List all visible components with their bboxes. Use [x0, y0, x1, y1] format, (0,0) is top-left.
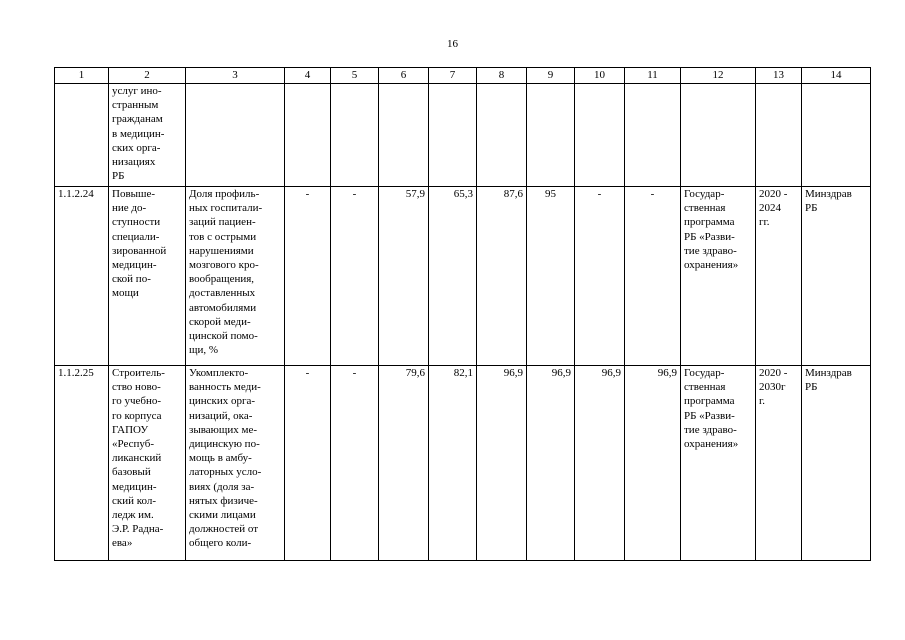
event-name-cell: Строитель- ство ново- го учебно- го корпуса ГАПОУ «Респуб- ликанский базовый медицин- ский кол- ледж им. Э.Р. Радна- ева»	[109, 366, 186, 561]
value-cell	[575, 84, 625, 187]
value-cell: -	[285, 366, 331, 561]
column-number: 10	[575, 68, 625, 84]
table-row	[55, 366, 871, 561]
column-number: 1	[55, 68, 109, 84]
value-cell: 82,1	[429, 366, 477, 561]
value-cell: 79,6	[379, 366, 429, 561]
value-cell: -	[625, 187, 681, 366]
column-number: 11	[625, 68, 681, 84]
value-cell: -	[575, 187, 625, 366]
value-cell	[331, 84, 379, 187]
program-cell: Государ- ственная программа РБ «Разви- тие здраво- охранения»	[681, 187, 756, 366]
value-cell: -	[285, 187, 331, 366]
value-cell: 96,9	[575, 366, 625, 561]
value-cell: 96,9	[625, 366, 681, 561]
value-cell: -	[331, 187, 379, 366]
value-cell: 96,9	[527, 366, 575, 561]
value-cell	[527, 84, 575, 187]
program-cell	[681, 84, 756, 187]
value-cell: -	[331, 366, 379, 561]
column-number: 12	[681, 68, 756, 84]
page-number: 16	[447, 38, 458, 50]
value-cell	[625, 84, 681, 187]
column-number: 4	[285, 68, 331, 84]
column-number: 13	[756, 68, 802, 84]
value-cell: 95	[527, 187, 575, 366]
event-name-cell: Повыше- ние до- ступности специали- зированной медицин- ской по- мощи	[109, 187, 186, 366]
value-cell: 65,3	[429, 187, 477, 366]
value-cell	[285, 84, 331, 187]
column-number: 9	[527, 68, 575, 84]
responsible-cell	[802, 84, 871, 187]
item-code-cell: 1.1.2.25	[55, 366, 109, 561]
indicator-cell: Укомплекто- ванность меди- цинских орга- низаций, ока- зывающих ме- дицинскую по- мощь в амбу- латорных усло- виях (доля за- нятых физиче- скими лицами должностей от общего коли-	[186, 366, 285, 561]
value-cell: 96,9	[477, 366, 527, 561]
period-cell	[756, 84, 802, 187]
indicators-table	[54, 67, 871, 561]
column-number: 7	[429, 68, 477, 84]
indicator-cell	[186, 84, 285, 187]
period-cell: 2020 - 2024 гг.	[756, 187, 802, 366]
column-number: 14	[802, 68, 871, 84]
event-name-cell: услуг ино- странным гражданам в медицин- ских орга- низациях РБ	[109, 84, 186, 187]
table-row	[55, 84, 871, 187]
value-cell: 87,6	[477, 187, 527, 366]
period-cell: 2020 - 2030г г.	[756, 366, 802, 561]
value-cell	[379, 84, 429, 187]
column-number: 6	[379, 68, 429, 84]
indicator-cell: Доля профиль- ных госпитали- заций пациен- тов с острыми нарушениями мозгового кро- вообращения, доставленных автомобилями скорой меди- цинской помо- щи, %	[186, 187, 285, 366]
table-row	[55, 187, 871, 366]
column-number-row	[55, 68, 871, 84]
value-cell	[477, 84, 527, 187]
responsible-cell: Минздрав РБ	[802, 187, 871, 366]
column-number: 3	[186, 68, 285, 84]
item-code-cell: 1.1.2.24	[55, 187, 109, 366]
column-number: 8	[477, 68, 527, 84]
responsible-cell: Минздрав РБ	[802, 366, 871, 561]
column-number: 2	[109, 68, 186, 84]
program-cell: Государ- ственная программа РБ «Разви- тие здраво- охранения»	[681, 366, 756, 561]
value-cell: 57,9	[379, 187, 429, 366]
column-number: 5	[331, 68, 379, 84]
value-cell	[429, 84, 477, 187]
item-code-cell	[55, 84, 109, 187]
